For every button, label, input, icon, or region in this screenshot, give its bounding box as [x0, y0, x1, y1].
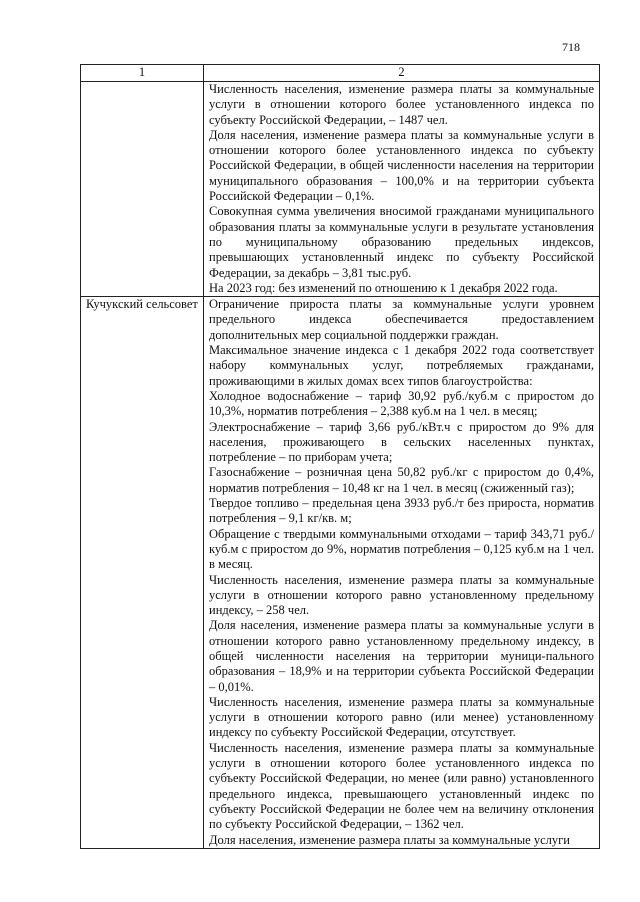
paragraph: На 2023 год: без изменений по отношению к 1 декабря 2022 года. [209, 280, 558, 295]
paragraph: Доля населения, изменение размера платы за коммунальные услуги [209, 832, 570, 847]
table-row [81, 297, 600, 849]
details-cell [204, 82, 600, 297]
paragraph: Доля населения, изменение размера платы за коммунальные услуги в отношении которого более установленного индекса по субъекту Российской Федерации, в общей численности населения на территории муниципального образования – 100,0% и на территории субъекта Российской Федерации – 0,1%. [209, 127, 594, 204]
paragraph: Твердое топливо – предельная цена 3933 руб./т без прироста, норматив потребления – 9,1 кг/кв. м; [209, 496, 594, 526]
document-table [80, 64, 600, 849]
region-cell [81, 297, 204, 849]
paragraph: Газоснабжение – розничная цена 50,82 руб./кг с приростом до 0,4%, норматив потребления – 10,48 кг на 1 чел. в месяц (сжиженный газ); [209, 465, 594, 495]
paragraph: Численность населения, изменение размера платы за коммунальные услуги в отношении которого более установленного индекса по субъекту Российской Федерации, – 1487 чел. [209, 82, 594, 127]
paragraph: Численность населения, изменение размера платы за коммунальные услуги в отношении которого равно (или менее) установленному индексу по субъекту Российской Федерации, отсутствует. [209, 694, 594, 740]
paragraph: Обращение с твердыми коммунальными отходами – тариф 343,71 руб./куб.м с приростом до 9%, норматив потребления – 0,125 куб.м на 1 чел. в месяц. [209, 526, 594, 572]
details-cell [204, 297, 600, 849]
paragraph: Холодное водоснабжение – тариф 30,92 руб./куб.м с приростом до 10,3%, норматив потребления – 2,388 куб.м на 1 чел. в месяц; [209, 388, 594, 419]
table-row [81, 82, 600, 297]
paragraph: Электроснабжение – тариф 3,66 руб./кВт.ч с приростом до 9% для населения, проживающего в сельских населенных пунктах, потребление – по приборам учета; [209, 419, 594, 465]
column-header-2: 2 [204, 65, 600, 82]
column-header-1: 1 [81, 65, 204, 82]
paragraph: Доля населения, изменение размера платы за коммунальные услуги в отношении которого равно установленному предельному индексу, в общей численности населения на территории муници-пального образования – 18,9% и на территории субъекта Российской Федерации – 0,01%. [209, 618, 594, 694]
paragraph: Ограничение прироста платы за коммунальные услуги уровнем предельного индекса обеспечивается предоставлением дополнительных мер социальной поддержки граждан. [209, 297, 594, 342]
paragraph: Максимальное значение индекса с 1 декабря 2022 года соответствует набору коммунальных услуг, потребляемых гражданами, проживающими в жилых домах всех типов благоустройства: [209, 343, 594, 388]
paragraph: Численность населения, изменение размера платы за коммунальные услуги в отношении которого более установленного индекса по субъекту Российской Федерации, но менее (или равно) установленного предельного индекса, превышающего установленный индекс по субъекту Российской Федерации не более чем на величину отклонения по субъекту Российской Федерации, – 1362 чел. [209, 740, 594, 832]
paragraph: Численность населения, изменение размера платы за коммунальные услуги в отношении которого равно установленному предельному индексу, – 258 чел. [209, 572, 594, 618]
table-header-row [81, 65, 600, 82]
page-number: 718 [562, 40, 580, 54]
region-name: Кучукский сельсовет [86, 297, 198, 312]
paragraph: Совокупная сумма увеличения вносимой гражданами муниципального образования платы за коммунальные услуги в результате установления по муниципальному образованию предельных индексов, превышающих установленный индекс по субъекту Российской Федерации, за декабрь – 3,81 тыс.руб. [209, 204, 594, 280]
region-cell [81, 82, 204, 297]
